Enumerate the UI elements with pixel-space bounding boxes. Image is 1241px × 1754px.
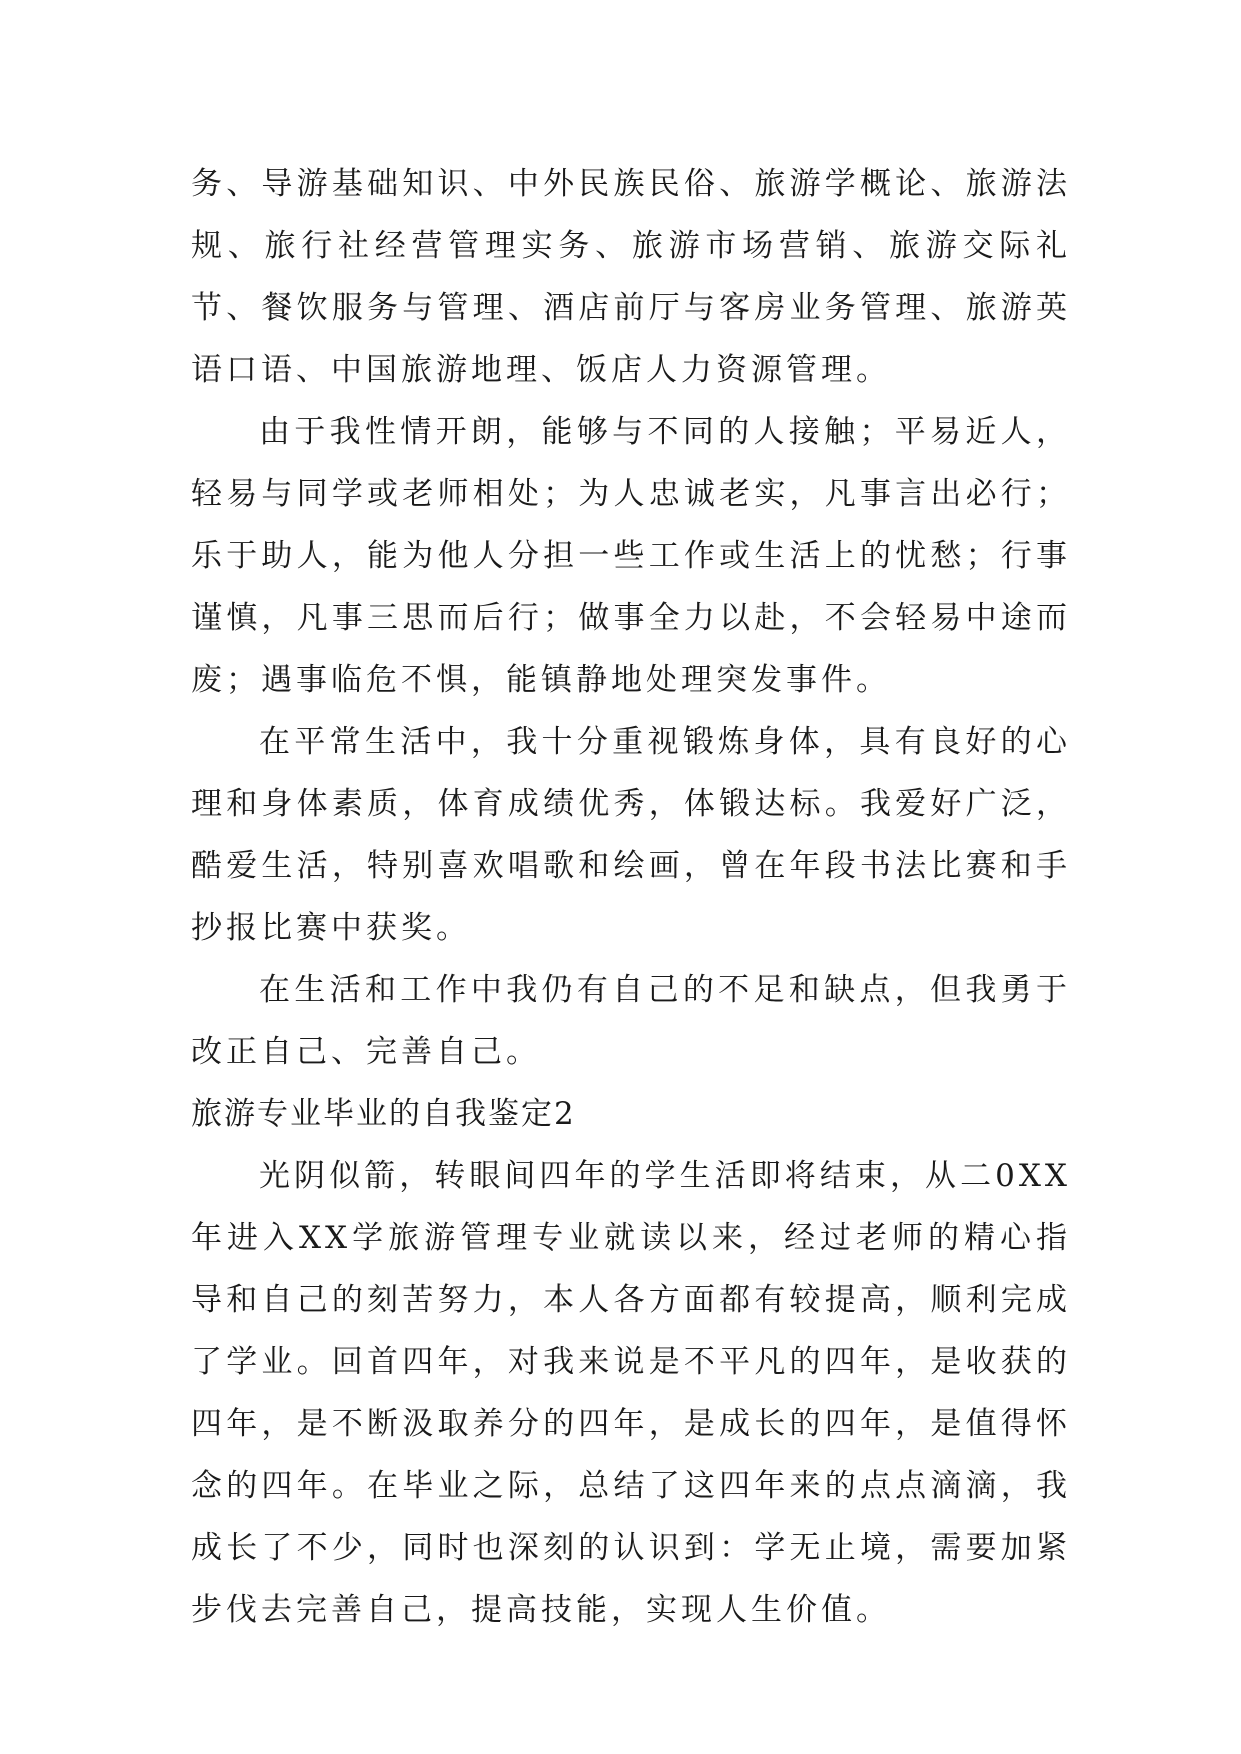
paragraph-four-years: 光阴似箭，转眼间四年的学生活即将结束，从二0XX年进入XX学旅游管理专业就读以来，经过老师的精心指导和自己的刻苦努力，本人各方面都有较提高，顺利完成了学业。回首四年，对我来说是不平凡的四年，是收获的四年，是不断汲取养分的四年，是成长的四年，是值得怀念的四年。在毕业之际，总结了这四年来的点点滴滴，我成长了不少，同时也深刻的认识到：学无止境，需要加紧步伐去完善自己，提高技能，实现人生价值。 — [191, 1158, 1071, 1628]
paragraph-daily-life: 在平常生活中，我十分重视锻炼身体，具有良好的心理和身体素质，体育成绩优秀，体锻达标。我爱好广泛，酷爱生活，特别喜欢唱歌和绘画，曾在年段书法比赛和手抄报比赛中获奖。 — [191, 724, 1071, 946]
paragraph-personality: 由于我性情开朗，能够与不同的人接触；平易近人，轻易与同学或老师相处；为人忠诚老实，凡事言出必行；乐于助人，能为他人分担一些工作或生活上的忧愁；行事谨慎，凡事三思而后行；做事全力以赴，不会轻易中途而废；遇事临危不惧，能镇静地处理突发事件。 — [191, 414, 1071, 698]
document-body — [191, 153, 1071, 1641]
paragraph-shortcomings: 在生活和工作中我仍有自己的不足和缺点，但我勇于改正自己、完善自己。 — [191, 972, 1071, 1070]
section-heading: 旅游专业毕业的自我鉴定2 — [191, 1096, 576, 1132]
paragraph-course-list: 务、导游基础知识、中外民族民俗、旅游学概论、旅游法规、旅行社经营管理实务、旅游市场营销、旅游交际礼节、餐饮服务与管理、酒店前厅与客房业务管理、旅游英语口语、中国旅游地理、饭店人力资源管理。 — [191, 166, 1071, 388]
